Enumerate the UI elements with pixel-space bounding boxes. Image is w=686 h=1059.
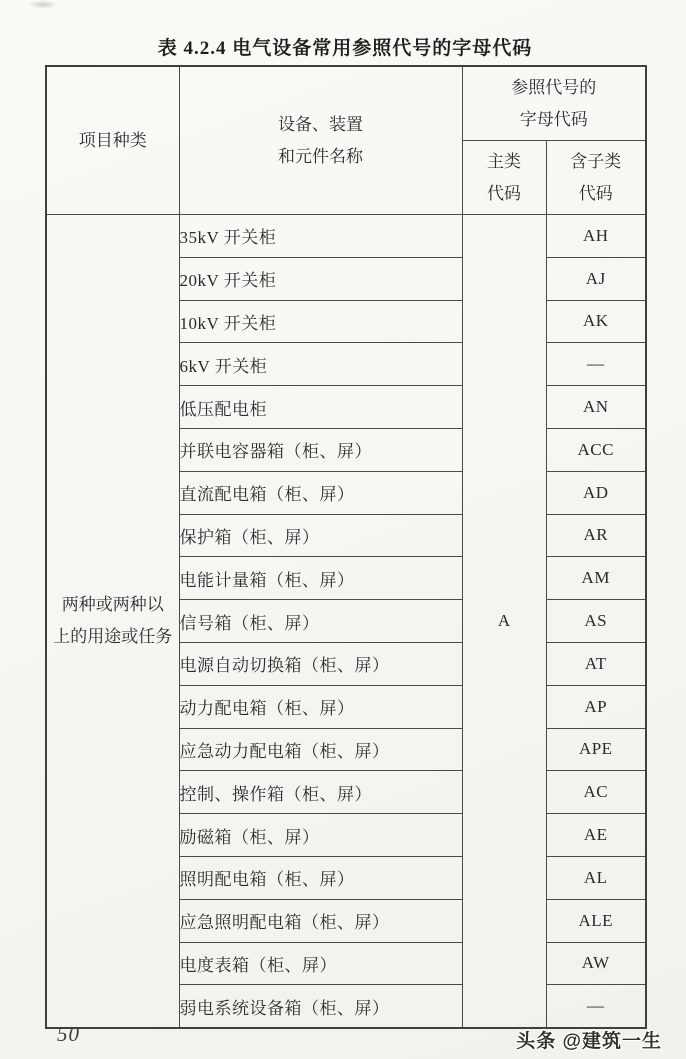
subclass-code-cell: AN	[546, 386, 646, 429]
header-subclass-line2: 代码	[578, 183, 613, 203]
subclass-code-cell: AD	[546, 471, 646, 514]
equipment-name-cell: 保护箱（柜、屏）	[179, 514, 462, 557]
subclass-code-cell: AE	[546, 814, 646, 857]
equipment-name-cell: 20kV 开关柜	[179, 257, 462, 300]
subclass-code-cell: ACC	[546, 428, 646, 471]
header-main-code	[462, 141, 546, 215]
header-reference-line1: 参照代号的	[511, 78, 597, 98]
scan-artifact-mark	[28, 0, 58, 9]
subclass-code-cell: AJ	[546, 257, 646, 300]
equipment-name-cell: 10kV 开关柜	[179, 300, 462, 343]
equipment-name-cell: 低压配电柜	[179, 386, 462, 429]
subclass-code-cell: AT	[546, 642, 646, 685]
header-equipment-line1: 设备、装置	[278, 115, 363, 135]
header-equipment-name	[179, 66, 462, 215]
page-number: 50	[57, 1022, 80, 1046]
reference-code-table	[45, 65, 647, 1029]
header-main-line2: 代码	[487, 183, 521, 203]
header-category: 项目种类	[46, 66, 179, 215]
equipment-name-cell: 应急动力配电箱（柜、屏）	[179, 728, 462, 771]
header-reference-code	[462, 66, 646, 141]
subclass-code-cell: AC	[546, 771, 646, 814]
equipment-name-cell: 控制、操作箱（柜、屏）	[179, 771, 462, 814]
equipment-name-cell: 直流配电箱（柜、屏）	[179, 471, 462, 514]
equipment-name-cell: 信号箱（柜、屏）	[179, 600, 462, 643]
subclass-code-cell: AR	[546, 514, 646, 557]
subclass-code-cell: —	[546, 985, 646, 1028]
equipment-name-cell: 照明配电箱（柜、屏）	[179, 856, 462, 899]
subclass-code-cell: AP	[546, 685, 646, 728]
equipment-name-cell: 动力配电箱（柜、屏）	[179, 685, 462, 728]
equipment-name-cell: 弱电系统设备箱（柜、屏）	[179, 985, 462, 1028]
watermark-text: 头条 @建筑一生	[516, 1031, 662, 1052]
header-subclass-code	[546, 141, 646, 215]
subclass-code-cell: AS	[546, 600, 646, 643]
subclass-code-cell: APE	[546, 728, 646, 771]
table-title: 表 4.2.4 电气设备常用参照代号的字母代码	[157, 38, 533, 59]
equipment-name-cell: 电能计量箱（柜、屏）	[179, 557, 462, 600]
header-subclass-line1: 含子类	[570, 152, 622, 172]
category-line1: 两种或两种以	[61, 594, 164, 614]
subclass-code-cell: AM	[546, 557, 646, 600]
equipment-name-cell: 6kV 开关柜	[179, 343, 462, 386]
header-row-top	[46, 66, 646, 141]
subclass-code-cell: —	[546, 343, 646, 386]
subclass-code-cell: AK	[546, 300, 646, 343]
table-row	[46, 215, 646, 258]
subclass-code-cell: AL	[546, 856, 646, 899]
category-cell	[46, 215, 179, 1029]
main-code-cell: A	[462, 215, 546, 1029]
equipment-name-cell: 并联电容器箱（柜、屏）	[179, 428, 462, 471]
header-equipment-line2: 和元件名称	[278, 146, 363, 166]
subclass-code-cell: AW	[546, 942, 646, 985]
header-main-line1: 主类	[487, 152, 521, 172]
subclass-code-cell: ALE	[546, 899, 646, 942]
equipment-name-cell: 励磁箱（柜、屏）	[179, 814, 462, 857]
equipment-name-cell: 应急照明配电箱（柜、屏）	[179, 899, 462, 942]
equipment-name-cell: 35kV 开关柜	[179, 215, 462, 258]
subclass-code-cell: AH	[546, 215, 646, 258]
category-line2: 上的用途或任务	[53, 627, 173, 647]
equipment-name-cell: 电度表箱（柜、屏）	[179, 942, 462, 985]
header-reference-line2: 字母代码	[519, 109, 588, 129]
equipment-name-cell: 电源自动切换箱（柜、屏）	[179, 642, 462, 685]
